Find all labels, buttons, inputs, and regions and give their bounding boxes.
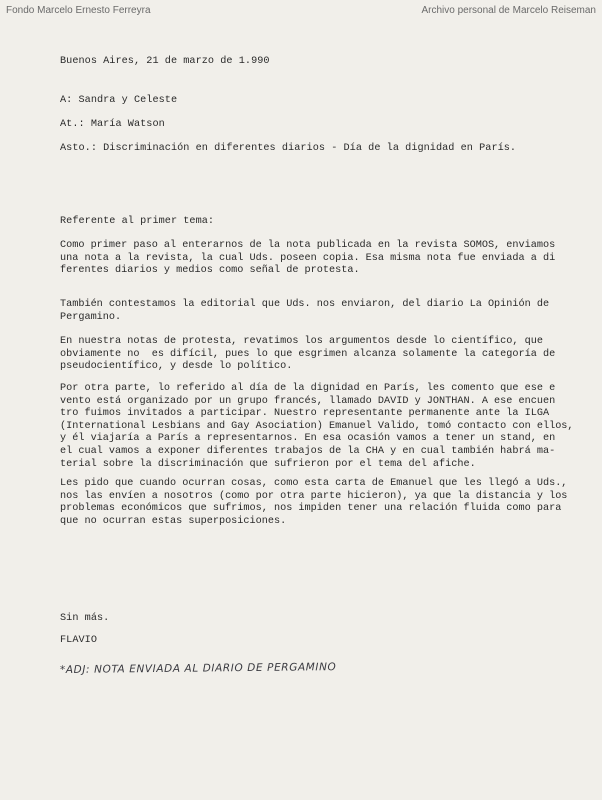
paragraph-editorial	[60, 299, 560, 324]
paragraph-line: el cual vamos a exponer diferentes trabajos de la CHA y en cual también habrá ma-	[60, 445, 556, 457]
paragraph-line: Les pido que cuando ocurran cosas, como esta carta de Emanuel que les llegó a Uds.,	[60, 478, 568, 489]
paragraph-line: que no ocurran estas superposiciones.	[60, 515, 287, 527]
paragraph-line: (International Lesbians and Gay Asociation) Emanuel Valido, tomó contacto con ellos,	[60, 420, 574, 432]
fondo-credit: Fondo Marcelo Ernesto Ferreyra	[6, 5, 151, 16]
paragraph-line: pseudocientífico, y desde lo político.	[60, 361, 293, 373]
section-heading: Referente al primer tema:	[60, 216, 215, 227]
paragraph-line: terial sobre la discriminación que sufrieron por el tema del afiche.	[60, 458, 476, 470]
paragraph-line: una nota a la revista, la cual Uds. poseen copia. Esa misma nota fue enviada a di	[60, 252, 556, 264]
paragraph-line: y él viajaría a París a representarnos. En esa ocasión vamos a tener un stand, en	[60, 433, 556, 445]
paragraph-line: problemas económicos que sufrimos, nos impiden tener una relación fluida como para	[60, 503, 562, 515]
paragraph-line: nos las envíen a nosotros (como por otra parte hicieron), ya que la distancia y los	[60, 490, 568, 502]
paragraph-line: ferentes diarios y medios como señal de protesta.	[60, 265, 360, 277]
handwritten-note: *ADJ: NOTA ENVIADA AL DIARIO DE PERGAMINO	[59, 661, 337, 676]
archivo-credit: Archivo personal de Marcelo Reiseman	[421, 5, 596, 16]
signature: FLAVIO	[60, 635, 97, 646]
paragraph-protesta	[60, 336, 560, 374]
paragraph-line: En nuestra notas de protesta, revatimos los argumentos desde lo científico, que	[60, 336, 543, 347]
paragraph-envios	[60, 478, 568, 528]
paragraph-somos	[60, 240, 560, 278]
paragraph-line: tro fuimos invitados a participar. Nuestro representante permanente ante la ILGA	[60, 408, 550, 420]
letter-date: Buenos Aires, 21 de marzo de 1.990	[60, 56, 270, 67]
paragraph-paris	[60, 383, 574, 471]
paragraph-line: Por otra parte, lo referido al día de la dignidad en París, les comento que ese e	[60, 383, 556, 394]
paragraph-line: vento está organizado por un grupo francés, llamado DAVID y JONTHAN. A ese encuen	[60, 395, 556, 407]
letter-recipient: A: Sandra y Celeste	[60, 95, 178, 106]
paragraph-line: obviamente no es difícil, pues lo que esgrimen alcanza solamente la categoría de	[60, 348, 556, 360]
paragraph-line: También contestamos la editorial que Uds. nos enviaron, del diario La Opinión de	[60, 299, 550, 310]
paragraph-line: Pergamino.	[60, 311, 122, 323]
paragraph-line: Como primer paso al enterarnos de la nota publicada en la revista SOMOS, enviamos	[60, 240, 556, 251]
letter-attention: At.: María Watson	[60, 119, 165, 130]
closing: Sin más.	[60, 613, 110, 624]
letter-subject: Asto.: Discriminación en diferentes diarios - Día de la dignidad en París.	[60, 143, 517, 154]
